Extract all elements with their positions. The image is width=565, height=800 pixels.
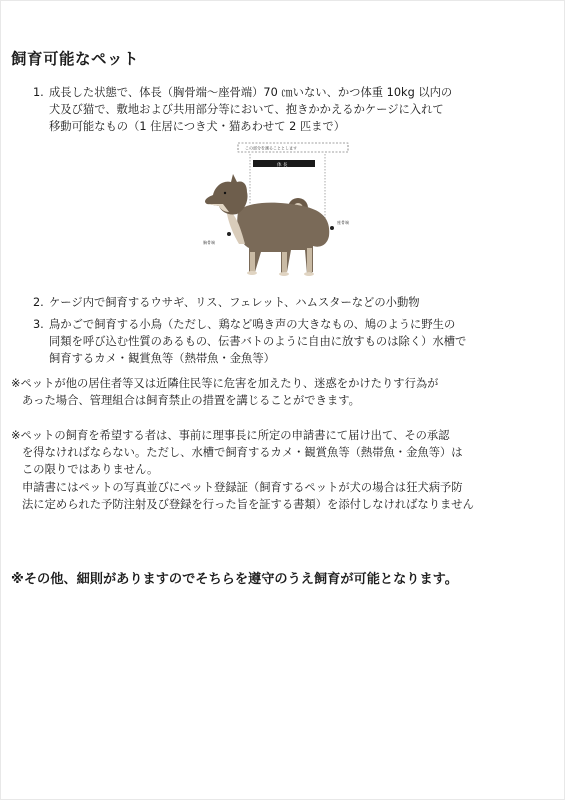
dog-measurement-figure xyxy=(183,140,378,292)
item-3-number: 3. xyxy=(33,318,44,331)
item-1-line-1: 成長した状態で、体長（胸骨端～座骨端）70 ㎝いない、かつ体重 10kg 以内の xyxy=(49,86,453,99)
note-harm xyxy=(11,375,438,409)
page-title: 飼育可能なペット xyxy=(11,50,140,68)
item-1-line-3: 移動可能なもの（1 住居につき犬・猫あわせて 2 匹まで） xyxy=(49,120,346,134)
note-application-line-1: ※ペットの飼育を希望する者は、事前に理事長に所定の申請書にて届け出て、その承認 xyxy=(11,429,450,442)
note-harm-line-1: ※ペットが他の居住者等又は近隣住民等に危害を加えたり、迷惑をかけたりす行為が xyxy=(11,377,439,390)
bottom-note: ※その他、細則がありますのでそちらを遵守のうえ飼育が可能となります。 xyxy=(11,572,458,587)
note-application-line-5: 法に定められた予防注射及び登録を行った旨を証する書類）を添付しなければなりません xyxy=(22,497,474,511)
item-3-line-2: 同類を呼び込む性質のあるもの、伝書バトのように自由に放すものは除く）水槽で xyxy=(49,335,467,349)
length-label: 体 長 xyxy=(277,162,288,168)
note-application xyxy=(11,427,474,513)
dog-silhouette xyxy=(205,174,329,276)
item-3-line-1: 鳥かごで飼育する小鳥（ただし、鶏など鳴き声の大きなもの、鳩のように野生の xyxy=(49,318,456,331)
note-harm-line-2: あった場合、管理組合は飼育禁止の措置を講じることができます。 xyxy=(22,394,360,408)
item-2-number: 2. xyxy=(33,296,44,309)
item-2-text xyxy=(49,294,420,311)
item-2-line-1: ケージ内で飼育するウサギ、リス、フェレット、ハムスターなどの小動物 xyxy=(49,296,420,309)
item-1-number: 1. xyxy=(33,86,44,99)
figure-caption: この部分を測ることとします xyxy=(245,145,297,151)
dog-eye xyxy=(224,192,226,194)
note-application-line-2: を得なければならない。ただし、水槽で飼育するカメ・観賞魚等（熱帯魚・金魚等）は xyxy=(22,446,463,460)
item-1-line-2: 犬及び猫で、敷地および共用部分等において、抱きかかえるかケージに入れて xyxy=(49,103,444,117)
chest-point-label: 胸骨端 xyxy=(203,240,215,245)
note-application-line-4: 申請書にはペットの写真並びにペット登録証（飼育するペットが犬の場合は狂犬病予防 xyxy=(22,480,463,494)
seat-point-label: 座骨端 xyxy=(337,220,349,225)
item-3-line-3: 飼育するカメ・観賞魚等（熱帯魚・金魚等） xyxy=(49,352,275,366)
item-3-text xyxy=(49,316,466,368)
note-application-line-3: この限りではありません。 xyxy=(22,463,159,477)
chest-point-marker xyxy=(227,232,231,236)
item-1-text xyxy=(49,84,452,136)
seat-point-marker xyxy=(330,226,334,230)
